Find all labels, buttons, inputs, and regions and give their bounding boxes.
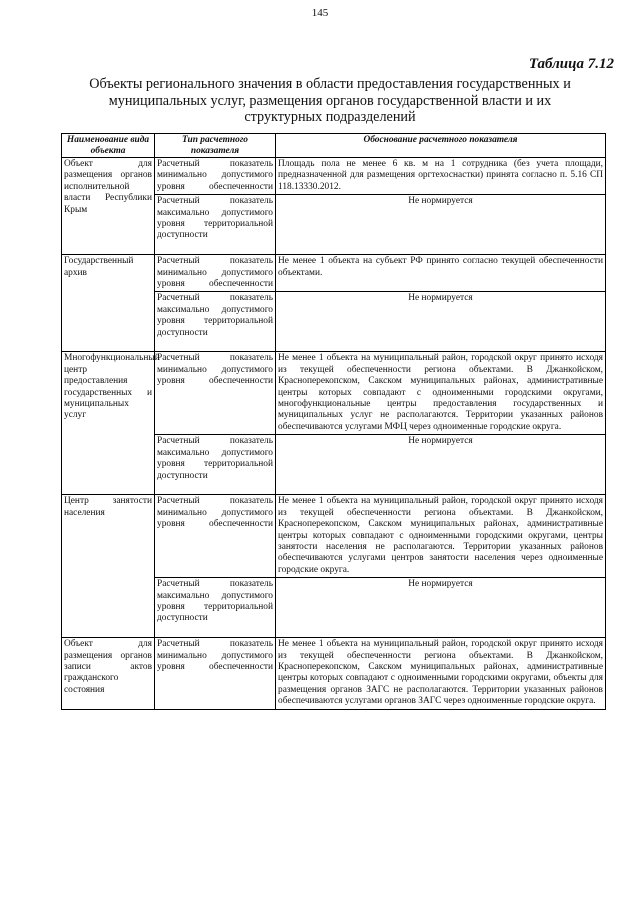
indicator-type-cell: Расчетный показатель минимально допустимого уровня обеспеченности [155,255,276,292]
object-name-cell: Объект для размещения органов исполнительной власти Республики Крым [62,158,155,255]
document-title [58,76,602,126]
indicator-type-cell: Расчетный показатель максимально допустимого уровня территориальной доступности [155,435,276,495]
standards-table [61,133,606,710]
table-row [62,638,606,709]
page-number: 145 [311,7,329,19]
title-line: муниципальных услуг, размещения органов государственной власти и их [108,92,552,109]
indicator-type-cell: Расчетный показатель максимально допустимого уровня территориальной доступности [155,292,276,352]
header-object-type: Наименование вида объекта [62,134,155,158]
table-header-row [62,134,606,158]
title-line: структурных подразделений [244,109,416,125]
indicator-type-cell: Расчетный показатель минимально допустимого уровня обеспеченности [155,352,276,435]
object-name-cell: Многофункциональный центр предоставления государственных и муниципальных услуг [62,352,155,495]
justification-cell: Не нормируется [276,435,606,495]
title-line: Объекты регионального значения в области предоставления государственных и [89,76,571,92]
object-name-cell: Государственный архив [62,255,155,352]
justification-cell: Площадь пола не менее 6 кв. м на 1 сотрудника (без учета площади, предназначенной для размещения оргтехоснастки) принята согласно п. 5.16 СП 118.13330.2012. [276,158,606,195]
indicator-type-cell: Расчетный показатель минимально допустимого уровня обеспеченности [155,158,276,195]
indicator-type-cell: Расчетный показатель минимально допустимого уровня обеспеченности [155,495,276,578]
table-label: Таблица 7.12 [528,56,614,72]
object-name-cell: Объект для размещения органов записи актов гражданского состояния [62,638,155,709]
table-row [62,158,606,195]
indicator-type-cell: Расчетный показатель максимально допустимого уровня территориальной доступности [155,195,276,255]
table-row [62,255,606,292]
justification-cell: Не менее 1 объекта на муниципальный район, городской округ принято исходя из текущей обеспеченности региона объектами. В Джанкойском, Красноперекопском, Сакском муниципальных районах, административные центры которых совпадают с одноименными городскими округами, объекты для размещения органов ЗАГС не располагаются. Территории указанных районов обеспечиваются услугами органов ЗАГС через одноименные городские округа. [276,638,606,709]
table-row [62,495,606,578]
justification-cell: Не менее 1 объекта на муниципальный район, городской округ принято исходя из текущей обеспеченности региона объектами. В Джанкойском, Красноперекопском, Сакском муниципальных районах, административные центры которых совпадают с одноименными городскими округами, многофункциональные центры предоставления государственных и муниципальных услуг не располагаются. Территории указанных районов обеспечиваются услугами МФЦ через одноименные городские округа. [276,352,606,435]
header-indicator-type: Тип расчетного показателя [155,134,276,158]
indicator-type-cell: Расчетный показатель максимально допустимого уровня территориальной доступности [155,578,276,638]
indicator-type-cell: Расчетный показатель минимально допустимого уровня обеспеченности [155,638,276,709]
object-name-cell: Центр занятости населения [62,495,155,638]
justification-cell: Не нормируется [276,578,606,638]
table-row [62,352,606,435]
header-justification: Обоснование расчетного показателя [276,134,606,158]
justification-cell: Не менее 1 объекта на муниципальный район, городской округ принято исходя из текущей обеспеченности региона объектами. В Джанкойском, Красноперекопском, Сакском муниципальных районах, административные центры которых совпадают с одноименными городскими округами, центры занятости населения не располагаются. Территории указанных районов обеспечиваются услугами центров занятости населения через одноименные городские округа. [276,495,606,578]
justification-cell: Не нормируется [276,292,606,352]
justification-cell: Не нормируется [276,195,606,255]
justification-cell: Не менее 1 объекта на субъект РФ принято согласно текущей обеспеченности объектами. [276,255,606,292]
